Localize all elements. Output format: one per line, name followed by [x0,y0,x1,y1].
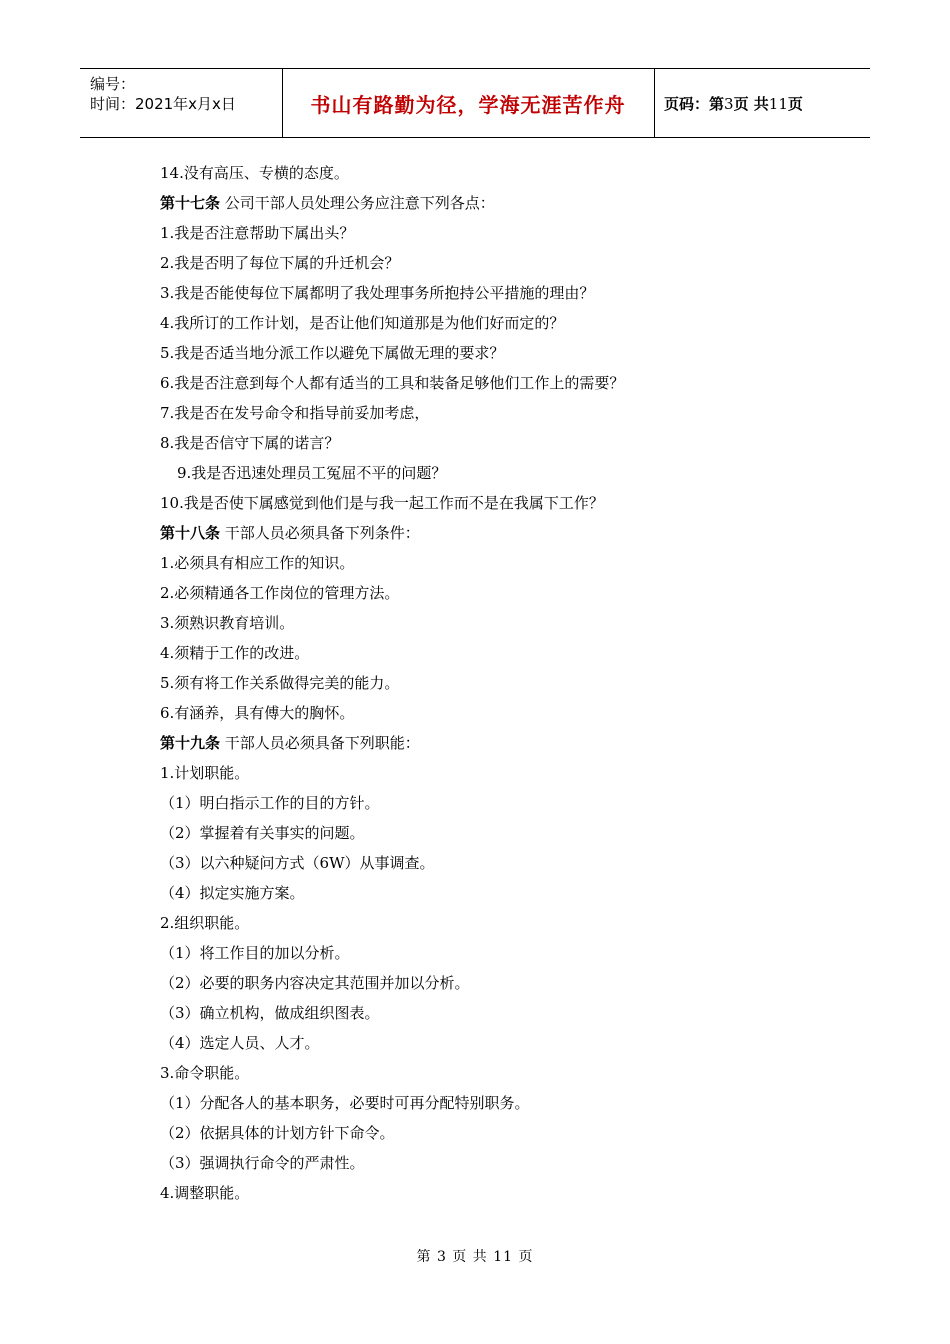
article-19-heading [160,728,720,758]
article-18-title: 第十八条 [160,524,221,542]
list-item: （3）确立机构，做成组织图表。 [160,1004,380,1022]
article-17-heading [160,188,720,218]
list-item: （1）分配各人的基本职务，必要时可再分配特别职务。 [160,1094,530,1112]
page-footer: 第 3 页 共 11 页 [416,1249,534,1265]
page-total: 11 [768,95,788,113]
list-item: 6.有涵养，具有傅大的胸怀。 [160,704,355,722]
article-18-text: 干部人员必须具备下列条件： [220,524,420,542]
list-item: （3）强调执行命令的严肃性。 [160,1154,365,1172]
list-item: 1.必须具有相应工作的知识。 [160,554,355,572]
article-17-text: 公司干部人员处理公务应注意下列各点： [220,194,495,212]
list-item: 5.我是否适当地分派工作以避免下属做无理的要求？ [160,344,505,362]
header-motto: 书山有路勤为径，学海无涯苦作舟 [310,93,626,117]
list-item: 9.我是否迅速处理员工冤屈不平的问题？ [177,464,447,482]
list-item: 2.必须精通各工作岗位的管理方法。 [160,584,400,602]
article-19-title: 第十九条 [160,734,221,752]
article-17-title: 第十七条 [160,194,221,212]
list-item: 8.我是否信守下属的诺言？ [160,434,340,452]
list-item: （2）依据具体的计划方针下命令。 [160,1124,395,1142]
article-19-text: 干部人员必须具备下列职能： [220,734,420,752]
document-body [160,158,720,1208]
list-item: 5.须有将工作关系做得完美的能力。 [160,674,400,692]
list-item: 3.命令职能。 [160,1064,250,1082]
paragraph-line: 14.没有高压、专横的态度。 [160,164,349,182]
list-item: （1）将工作目的加以分析。 [160,944,350,962]
list-item: （2）必要的职务内容决定其范围并加以分析。 [160,974,470,992]
list-item: 4.须精于工作的改进。 [160,644,310,662]
list-item: 10.我是否使下属感觉到他们是与我一起工作而不是在我属下工作？ [160,494,604,512]
list-item: 4.我所订的工作计划，是否让他们知道那是为他们好而定的？ [160,314,565,332]
page-suffix: 页 [787,95,803,113]
list-item: （4）拟定实施方案。 [160,884,305,902]
header-middle-cell [282,69,655,137]
list-item: 2.组织职能。 [160,914,250,932]
document-number-label: 编号： [90,75,136,93]
list-item: （4）选定人员、人才。 [160,1034,320,1052]
list-item: 4.调整职能。 [160,1184,250,1202]
page-prefix: 页码：第 [664,95,725,113]
list-item: 3.须熟识教育培训。 [160,614,295,632]
article-18-heading [160,518,720,548]
list-item: （2）掌握着有关事实的问题。 [160,824,365,842]
page-mid: 页 共 [733,95,769,113]
page-current: 3 [724,95,734,113]
page-header [80,68,870,138]
list-item: 7.我是否在发号命令和指导前妥加考虑， [160,404,430,422]
list-item: 1.我是否注意帮助下属出头？ [160,224,355,242]
list-item: 1.计划职能。 [160,764,250,782]
list-item: 2.我是否明了每位下属的升迁机会？ [160,254,400,272]
header-right-cell [654,69,870,137]
document-date: 时间：2021年x月x日 [90,95,236,113]
list-item: 3.我是否能使每位下属都明了我处理事务所抱持公平措施的理由？ [160,284,595,302]
header-page-info [664,93,803,114]
list-item: 6.我是否注意到每个人都有适当的工具和装备足够他们工作上的需要？ [160,374,625,392]
list-item: （3）以六种疑问方式（6W）从事调查。 [160,854,435,872]
list-item: （1）明白指示工作的目的方针。 [160,794,380,812]
header-left-cell [80,69,283,137]
